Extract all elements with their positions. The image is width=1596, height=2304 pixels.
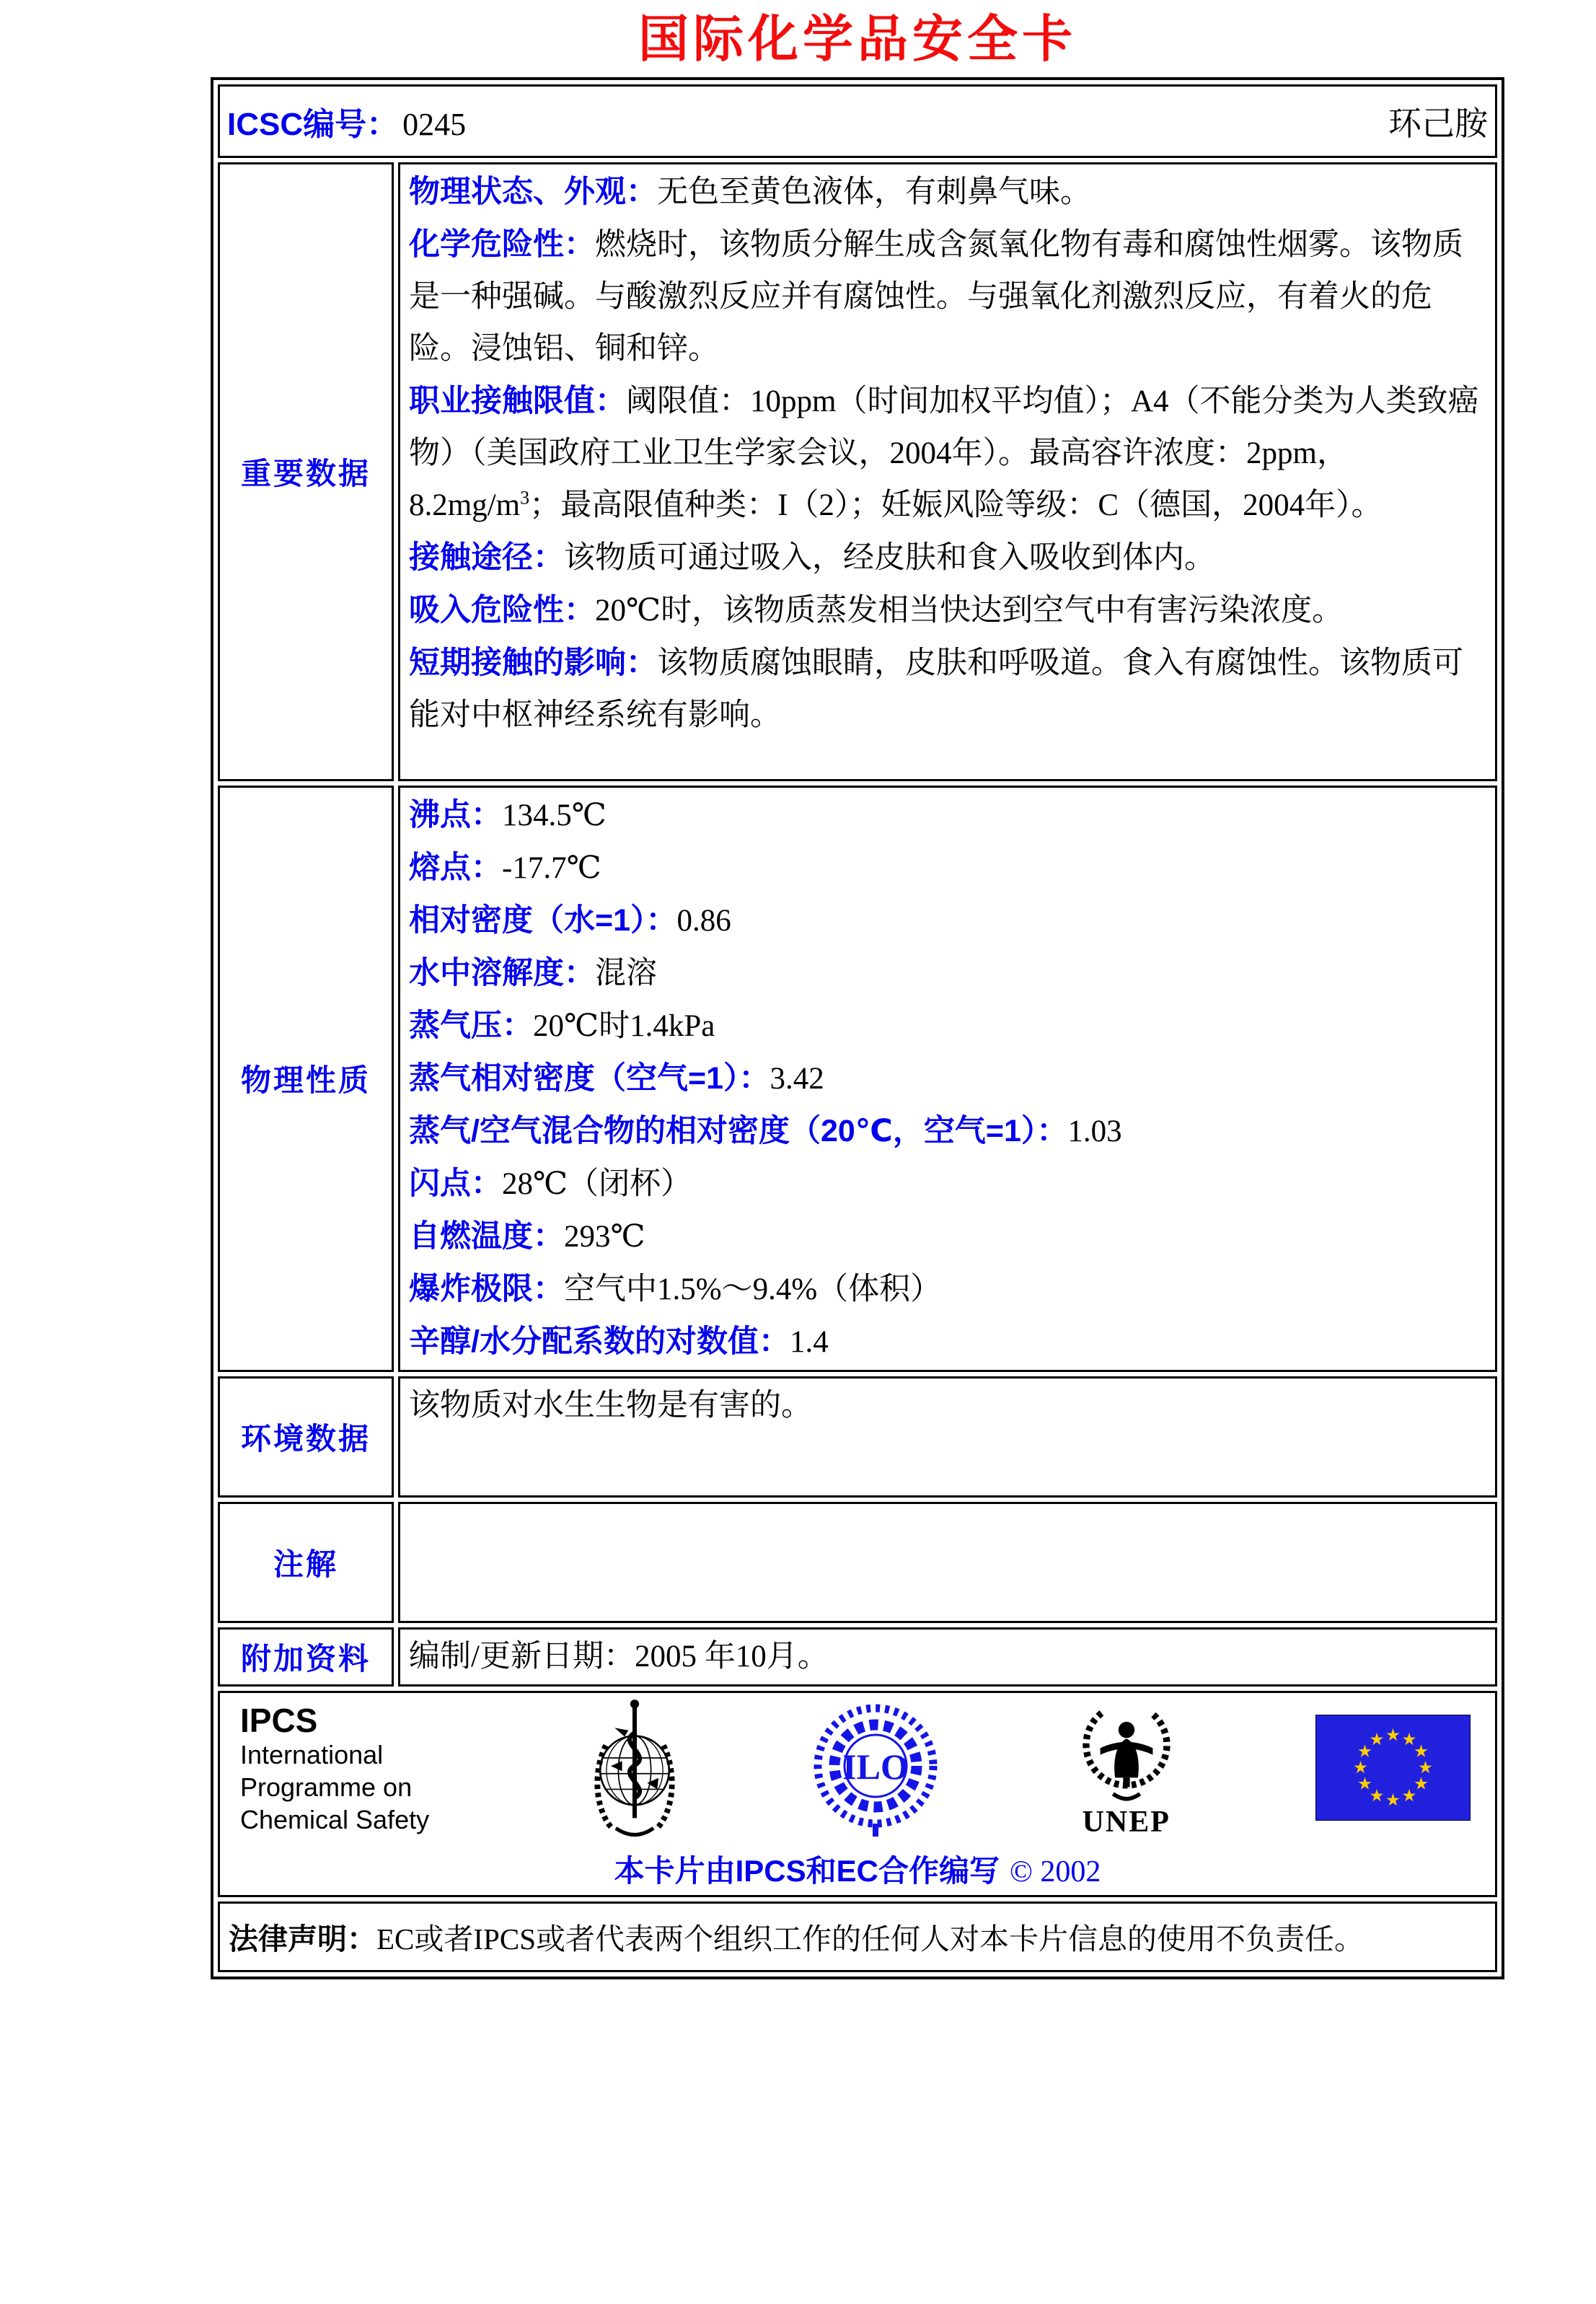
field-value: 阈限值：10ppm（时间加权平均值）；A4（不能分类为人类致癌物）（美国政府工业卫生学家会议，2004年）。最高容许浓度：2ppm，8.2mg/m bbox=[409, 384, 1479, 522]
field-label: 沸点： bbox=[409, 797, 502, 832]
field-label: 蒸气相对密度（空气=1）： bbox=[409, 1060, 770, 1096]
header-cell bbox=[218, 84, 1497, 158]
field-physical-state-appearance bbox=[409, 166, 1486, 219]
legal-row bbox=[218, 1901, 1497, 1972]
icsc-number-value: 0245 bbox=[402, 106, 467, 142]
field-chemical-hazards bbox=[409, 219, 1486, 375]
field-routes-of-exposure bbox=[409, 532, 1486, 584]
field-autoignition-temperature bbox=[409, 1210, 1486, 1263]
field-label: 蒸气/空气混合物的相对密度（20℃，空气=1）： bbox=[409, 1113, 1068, 1148]
field-inhalation-risk bbox=[409, 584, 1486, 637]
field-boiling-point bbox=[409, 789, 1486, 842]
superscript-3: 3 bbox=[520, 487, 530, 509]
field-flash-point bbox=[409, 1158, 1486, 1210]
page-title: 国际化学品安全卡 bbox=[638, 12, 1077, 68]
field-vapor-pressure bbox=[409, 1000, 1486, 1052]
field-occupational-exposure-limits bbox=[409, 375, 1486, 532]
ipcs-line1: International bbox=[240, 1740, 384, 1770]
field-value: 空气中1.5%～9.4%（体积） bbox=[564, 1272, 942, 1306]
field-label: 化学危险性： bbox=[409, 227, 595, 262]
legal-statement bbox=[218, 1901, 1497, 1972]
environmental-data-content bbox=[398, 1376, 1497, 1498]
field-water-solubility bbox=[409, 947, 1486, 1000]
who-emblem-icon bbox=[591, 1695, 678, 1843]
notes-content bbox=[398, 1502, 1497, 1623]
field-label: 水中溶解度： bbox=[409, 955, 595, 990]
row-label-notes: 注解 bbox=[218, 1502, 394, 1623]
ipcs-name: IPCS bbox=[240, 1701, 318, 1739]
physical-properties-content bbox=[398, 786, 1497, 1372]
field-value: 20℃时，该物质蒸发相当快达到空气中有害污染浓度。 bbox=[595, 593, 1344, 628]
unep-emblem-icon bbox=[1072, 1793, 1181, 1805]
field-value: 3.42 bbox=[770, 1061, 824, 1096]
unep-label: UNEP bbox=[1082, 1806, 1170, 1839]
unep-block bbox=[1072, 1701, 1181, 1837]
icsc-table bbox=[211, 77, 1504, 1979]
eu-flag-icon bbox=[1315, 1715, 1471, 1824]
icsc-number-group bbox=[227, 98, 466, 144]
row-label-physical-properties: 物理性质 bbox=[218, 786, 394, 1372]
field-value: 燃烧时，该物质分解生成含氮氧化物有毒和腐蚀性烟雾。该物质是一种强碱。与酸激烈反应并有腐蚀性。与强氧化剂激烈反应，有着火的危险。浸蚀铝、铜和锌。 bbox=[409, 227, 1463, 366]
field-value: 该物质腐蚀眼睛，皮肤和呼吸道。食入有腐蚀性。该物质可能对中枢神经系统有影响。 bbox=[409, 646, 1463, 732]
row-label-environmental-data: 环境数据 bbox=[218, 1376, 394, 1498]
legal-label: 法律声明： bbox=[229, 1922, 376, 1956]
field-value: 293℃ bbox=[564, 1219, 645, 1254]
field-octanol-water-partition bbox=[409, 1316, 1486, 1368]
field-value: 无色至黄色液体，有刺鼻气味。 bbox=[657, 175, 1091, 209]
field-vapor-relative-density bbox=[409, 1052, 1486, 1105]
field-value: ；最高限值种类：I（2）；妊娠风险等级：C（德国，2004年）。 bbox=[529, 488, 1383, 522]
cooperation-caption bbox=[230, 1847, 1485, 1891]
additional-info-content bbox=[398, 1627, 1497, 1687]
physical-properties-row bbox=[218, 786, 1497, 1372]
field-vapor-air-mixture-density bbox=[409, 1105, 1486, 1158]
header-row bbox=[218, 84, 1497, 158]
field-label: 闪点： bbox=[409, 1166, 502, 1201]
field-label: 吸入危险性： bbox=[409, 592, 595, 628]
ipcs-line3: Chemical Safety bbox=[240, 1805, 430, 1835]
field-label: 短期接触的影响： bbox=[409, 645, 657, 680]
field-label: 熔点： bbox=[409, 850, 502, 885]
field-explosive-limits bbox=[409, 1263, 1486, 1316]
environmental-data-text: 该物质对水生生物是有害的。 bbox=[409, 1388, 812, 1423]
icsc-card-page bbox=[0, 12, 1596, 1979]
field-label: 辛醇/水分配系数的对数值： bbox=[409, 1324, 790, 1359]
field-value: 28℃（闭杯） bbox=[502, 1166, 692, 1201]
cooperation-caption-text: 本卡片由IPCS和EC合作编写 bbox=[614, 1853, 1000, 1888]
ipcs-text-block bbox=[240, 1702, 457, 1837]
field-value: 混溶 bbox=[595, 956, 657, 990]
field-label: 蒸气压： bbox=[409, 1008, 533, 1043]
additional-info-text: 编制/更新日期：2005 年10月。 bbox=[409, 1639, 829, 1674]
field-label: 接触途径： bbox=[409, 540, 564, 575]
field-label: 爆炸极限： bbox=[409, 1271, 564, 1306]
svg-text:ILO: ILO bbox=[842, 1746, 909, 1787]
important-data-row bbox=[218, 162, 1497, 781]
icsc-number-label: ICSC编号： bbox=[227, 106, 399, 142]
chemical-name: 环己胺 bbox=[1388, 105, 1488, 142]
field-value: 134.5℃ bbox=[502, 798, 607, 832]
row-label-important-data: 重要数据 bbox=[218, 162, 394, 781]
field-short-term-effects bbox=[409, 637, 1486, 742]
logos-cell bbox=[218, 1691, 1497, 1897]
field-value: -17.7℃ bbox=[502, 850, 601, 885]
notes-row bbox=[218, 1502, 1497, 1623]
field-value: 1.03 bbox=[1067, 1114, 1122, 1148]
field-value: 0.86 bbox=[676, 903, 731, 938]
field-label: 物理状态、外观： bbox=[409, 174, 657, 209]
row-label-additional-info: 附加资料 bbox=[218, 1627, 394, 1687]
field-value: 该物质可通过吸入，经皮肤和食入吸收到体内。 bbox=[564, 540, 1215, 575]
field-label: 相对密度（水=1）： bbox=[409, 902, 677, 938]
environmental-data-row bbox=[218, 1376, 1497, 1498]
field-label: 自燃温度： bbox=[409, 1218, 564, 1254]
ilo-emblem-icon bbox=[814, 1695, 938, 1843]
legal-text: EC或者IPCS或者代表两个组织工作的任何人对本卡片信息的使用不负责任。 bbox=[376, 1922, 1364, 1956]
additional-info-row bbox=[218, 1627, 1497, 1687]
copyright-text: © 2002 bbox=[1009, 1855, 1101, 1889]
ipcs-line2: Programme on bbox=[240, 1772, 413, 1803]
field-value: 1.4 bbox=[789, 1324, 829, 1359]
logos-row bbox=[218, 1691, 1497, 1897]
important-data-content bbox=[398, 162, 1497, 781]
field-value: 20℃时1.4kPa bbox=[533, 1008, 715, 1043]
field-relative-density bbox=[409, 894, 1486, 947]
field-melting-point bbox=[409, 842, 1486, 894]
field-label: 职业接触限值： bbox=[409, 383, 626, 418]
